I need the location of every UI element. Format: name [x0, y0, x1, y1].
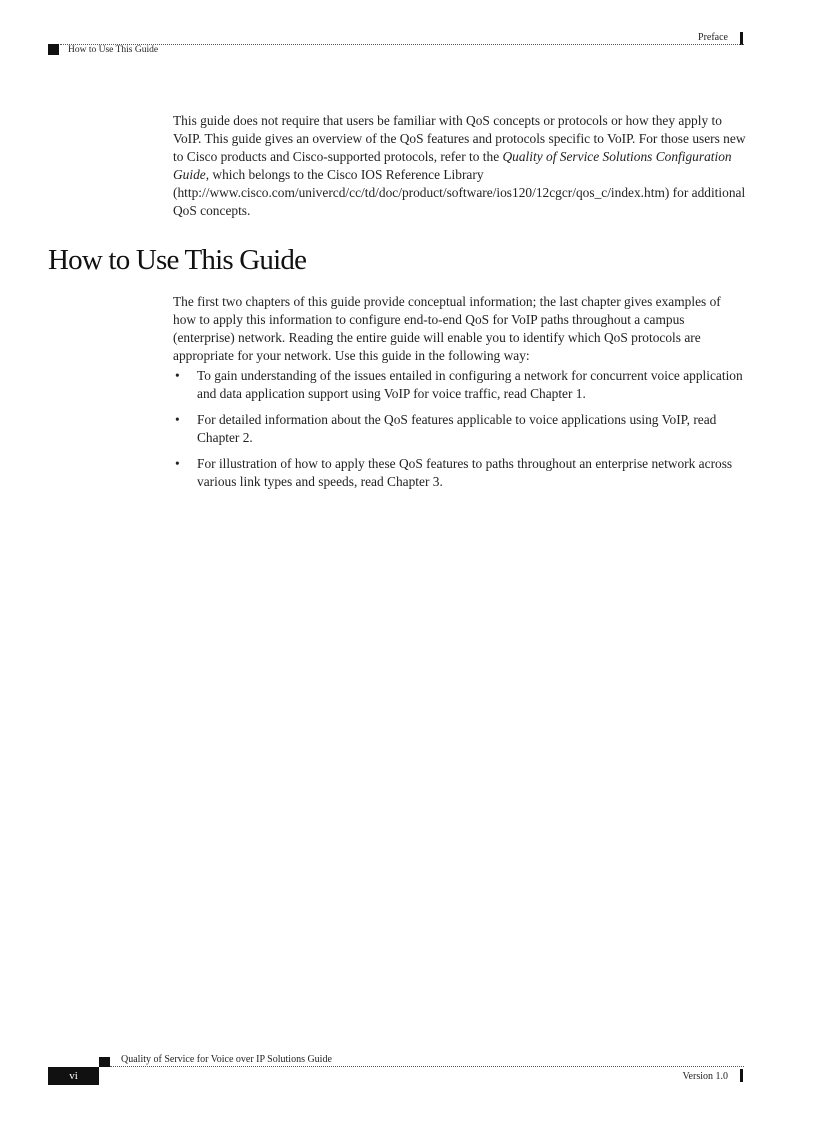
header-running-title: How to Use This Guide [68, 45, 159, 55]
footer-marker-square [99, 1057, 110, 1067]
footer-version: Version 1.0 [682, 1071, 728, 1082]
footer-rule [110, 1066, 744, 1067]
intro-doc-title: Quality of Service Solutions Configuration Guide [173, 149, 732, 182]
intro-text-after: , which belongs to the Cisco IOS Reference Library (http://www.cisco.com/univercd/cc/td/doc/product/software/ios120/12cgcr/qos_c/index.htm) for additional QoS concepts. [173, 167, 746, 218]
header-rule [60, 44, 744, 45]
footer-guide-title: Quality of Service for Voice over IP Solutions Guide [121, 1054, 332, 1065]
header-marker-square [48, 44, 59, 55]
header-section-label: Preface [698, 32, 728, 43]
bullet-marker: • [175, 456, 180, 471]
list-item-text: For illustration of how to apply these QoS features to paths throughout an enterprise network across various link types and speeds, read Chapter 3. [197, 456, 733, 489]
bullet-marker: • [175, 412, 180, 427]
section-heading: How to Use This Guide [48, 244, 307, 276]
intro-paragraph [173, 112, 747, 220]
section-paragraph: The first two chapters of this guide provide conceptual information; the last chapter gives examples of how to apply this information to configure end-to-end QoS for VoIP paths throughout a campus (enterprise) network. Reading the entire guide will enable you to identify which QoS protocols are appropriate for your network. Use this guide in the following way: [173, 294, 721, 363]
footer-marker-bar [740, 1069, 743, 1082]
bullet-marker: • [175, 368, 180, 383]
intro-text-before: This guide does not require that users be familiar with QoS concepts or protocols or how they apply to VoIP. This guide gives an overview of the QoS features and protocols specific to VoIP. For those users new to Cisco products and Cisco-supported protocols, refer to the [173, 113, 746, 164]
footer-page-number: vi [48, 1067, 99, 1085]
list-item [173, 411, 747, 447]
list-item-text: To gain understanding of the issues entailed in configuring a network for concurrent voice application and data application support using VoIP for voice traffic, read Chapter 1. [197, 368, 743, 401]
list-item-text: For detailed information about the QoS features applicable to voice applications using VoIP, read Chapter 2. [197, 412, 717, 445]
list-item [173, 455, 747, 491]
list-item [173, 367, 747, 403]
usage-bullet-list [173, 367, 747, 499]
